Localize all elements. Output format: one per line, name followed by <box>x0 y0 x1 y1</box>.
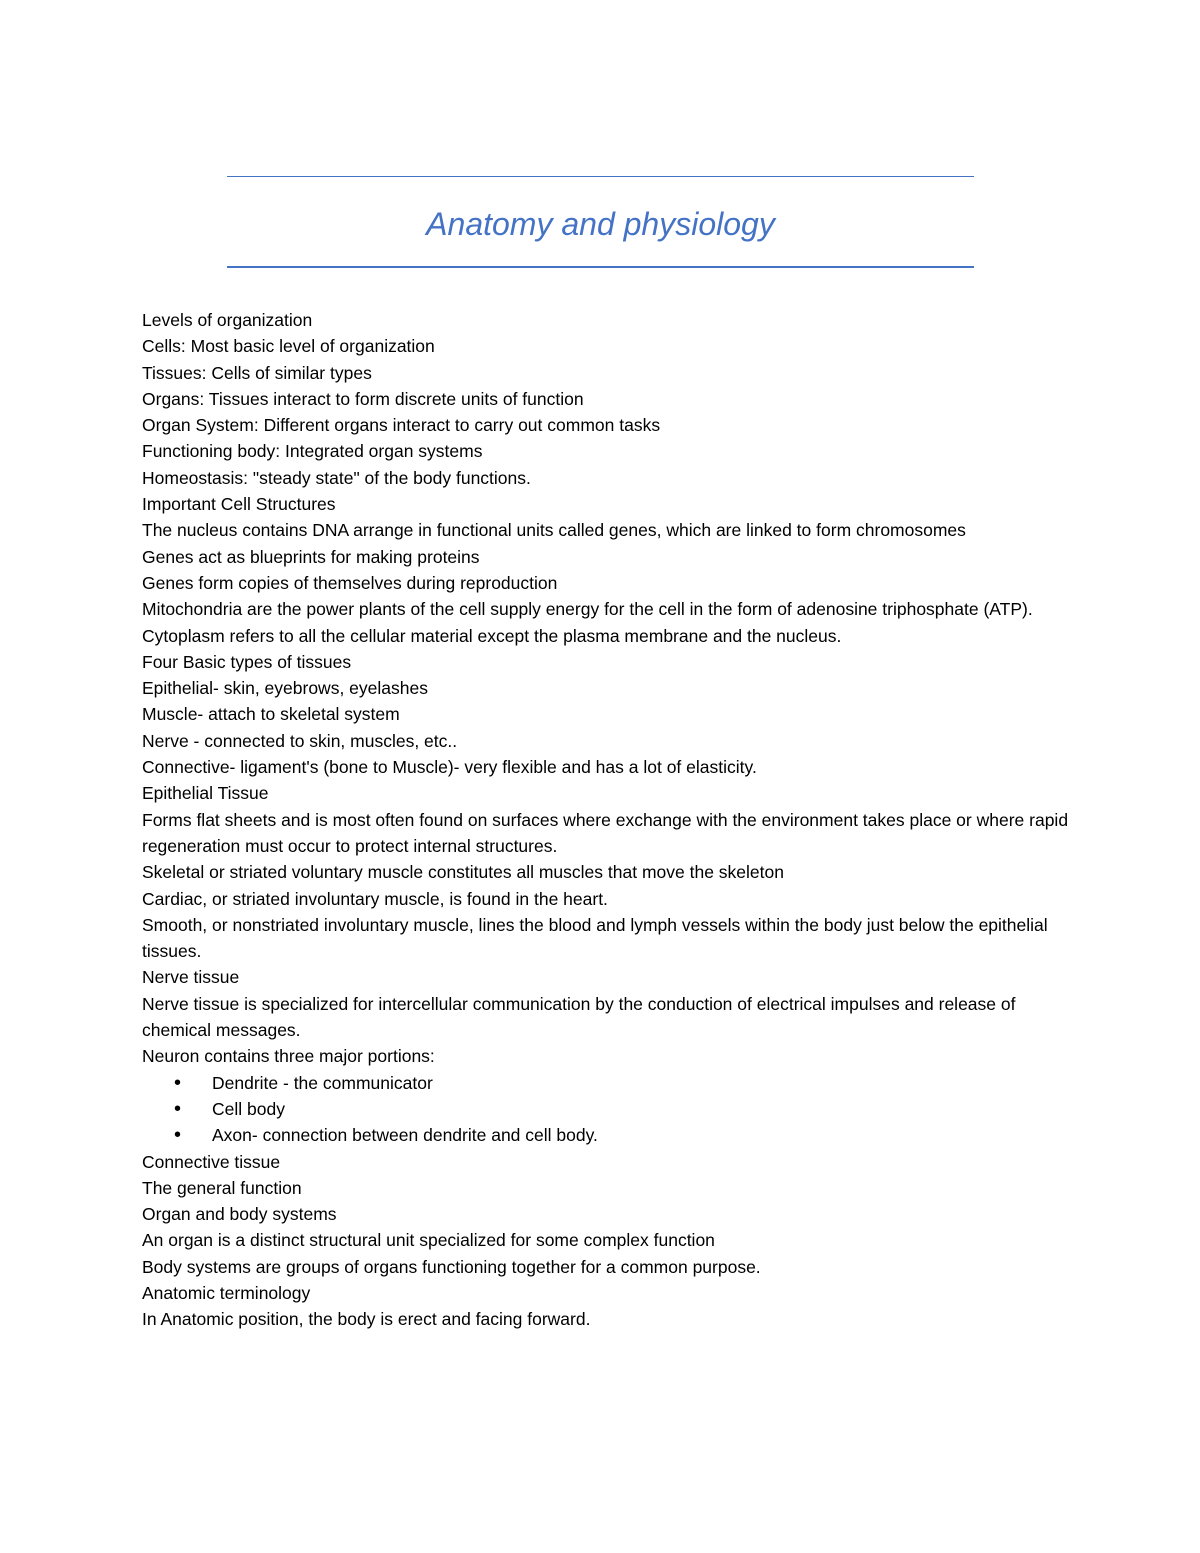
bullet-item <box>142 1122 1072 1148</box>
paragraphs-after-list <box>142 1149 1072 1333</box>
body-paragraph: An organ is a distinct structural unit specialized for some complex function <box>142 1230 715 1251</box>
body-paragraph: Tissues: Cells of similar types <box>142 362 372 383</box>
body-paragraph: Nerve tissue is specialized for intercellular communication by the conduction of electrical impulses and release of chemical messages. <box>142 993 1016 1041</box>
bullet-icon: • <box>174 1097 182 1120</box>
body-paragraph: Four Basic types of tissues <box>142 651 352 672</box>
bullet-text: Axon- connection between dendrite and cell body. <box>212 1125 598 1146</box>
body-paragraph: Important Cell Structures <box>142 494 336 515</box>
body-paragraph: Functioning body: Integrated organ systems <box>142 441 483 462</box>
body-paragraph: Cardiac, or striated involuntary muscle, is found in the heart. <box>142 888 608 909</box>
body-paragraph: Cells: Most basic level of organization <box>142 336 435 357</box>
title-top-rule <box>227 176 974 177</box>
body-paragraph: Smooth, or nonstriated involuntary muscle, lines the blood and lymph vessels within the body just below the epithelial tissues. <box>142 914 1048 962</box>
body-paragraph: Muscle- attach to skeletal system <box>142 704 400 725</box>
body-paragraph: Connective- ligament's (bone to Muscle)- very flexible and has a lot of elasticity. <box>142 757 757 778</box>
body-paragraph: The general function <box>142 1177 302 1198</box>
body-paragraph: Neuron contains three major portions: <box>142 1046 435 1067</box>
bullet-text: Cell body <box>212 1098 285 1119</box>
body-paragraph: Mitochondria are the power plants of the cell supply energy for the cell in the form of adenosine triphosphate (ATP). <box>142 599 1033 620</box>
body-paragraph: Forms flat sheets and is most often found on surfaces where exchange with the environment takes place or where rapid regeneration must occur to protect internal structures. <box>142 809 1069 856</box>
bullet-list <box>142 1070 1072 1149</box>
body-paragraph: The nucleus contains DNA arrange in functional units called genes, which are linked to form chromosomes <box>142 520 966 541</box>
body-paragraph: Epithelial- skin, eyebrows, eyelashes <box>142 678 428 699</box>
body-paragraph: Organ and body systems <box>142 1204 337 1225</box>
paragraphs-before-list <box>142 307 1072 1070</box>
body-paragraph: Genes act as blueprints for making proteins <box>142 546 480 567</box>
body-paragraph: Cytoplasm refers to all the cellular material except the plasma membrane and the nucleus. <box>142 625 842 646</box>
body-paragraph: Body systems are groups of organs functioning together for a common purpose. <box>142 1256 761 1277</box>
body-paragraph: Organ System: Different organs interact to carry out common tasks <box>142 415 661 436</box>
title-block <box>227 176 974 268</box>
body-paragraph: Anatomic terminology <box>142 1282 311 1303</box>
body-paragraph: Nerve tissue <box>142 967 240 988</box>
body-paragraph: Nerve - connected to skin, muscles, etc.. <box>142 730 458 751</box>
body-paragraph: Homeostasis: "steady state" of the body functions. <box>142 467 531 488</box>
document-body <box>142 307 1072 1333</box>
body-paragraph: In Anatomic position, the body is erect and facing forward. <box>142 1309 591 1330</box>
bullet-icon: • <box>174 1124 182 1147</box>
bullet-icon: • <box>174 1071 182 1094</box>
body-paragraph: Organs: Tissues interact to form discrete units of function <box>142 388 584 409</box>
bullet-item <box>142 1096 1072 1122</box>
body-paragraph: Genes form copies of themselves during reproduction <box>142 572 558 593</box>
body-paragraph: Epithelial Tissue <box>142 783 269 804</box>
bullet-item <box>142 1070 1072 1096</box>
document-title: Anatomy and physiology <box>426 206 775 242</box>
body-paragraph: Skeletal or striated voluntary muscle constitutes all muscles that move the skeleton <box>142 862 784 883</box>
title-bottom-rule <box>227 266 974 268</box>
body-paragraph: Levels of organization <box>142 310 313 330</box>
bullet-text: Dendrite - the communicator <box>212 1072 433 1093</box>
body-paragraph: Connective tissue <box>142 1151 281 1172</box>
